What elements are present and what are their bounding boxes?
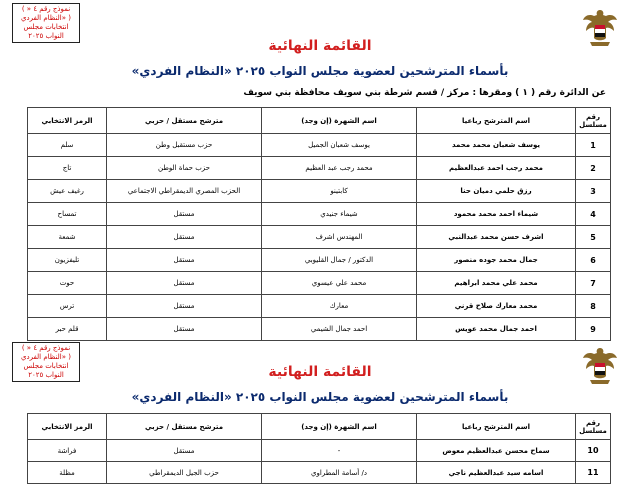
page-subtitle: بأسماء المترشحين لعضوية مجلس النواب ٢٠٢٥ «النظام الفردي»	[131, 64, 509, 78]
cell-fame: المهندس اشرف	[262, 226, 417, 249]
form-number-label: ( نموذج رقم ٤ « النظام الفردي» )	[21, 344, 71, 361]
cell-serial: 3	[576, 180, 611, 203]
cell-serial: 11	[576, 462, 611, 484]
cell-symbol: حوت	[28, 272, 107, 295]
cell-party: حزب مستقبل وطن	[107, 134, 262, 157]
table-row	[28, 462, 611, 484]
cell-party: مستقل	[107, 272, 262, 295]
table-row	[28, 318, 611, 341]
table-row	[28, 226, 611, 249]
cell-symbol: سلم	[28, 134, 107, 157]
cell-party: مستقل	[107, 226, 262, 249]
cell-fame: -	[262, 440, 417, 462]
cell-symbol: تمساح	[28, 203, 107, 226]
page-title: القائمة النهائية	[268, 38, 372, 54]
header-name: اسم المترشح رباعيا	[417, 108, 576, 134]
cell-serial: 5	[576, 226, 611, 249]
cell-symbol: مظلة	[28, 462, 107, 484]
cell-fame: احمد جمال الشيمي	[262, 318, 417, 341]
cell-name: احمد جمال محمد عويس	[417, 318, 576, 341]
table-header-row	[28, 108, 611, 134]
page-title: القائمة النهائية	[268, 364, 372, 380]
cell-fame: الدكتور / جمال القليوبي	[262, 249, 417, 272]
cell-name: سماح محسن عبدالعظيم معوض	[417, 440, 576, 462]
cell-fame: د/ أسامة المطراوي	[262, 462, 417, 484]
cell-fame: كابتينو	[262, 180, 417, 203]
cell-party: الحزب المصري الديمقراطي الاجتماعي	[107, 180, 262, 203]
table-row	[28, 134, 611, 157]
cell-party: مستقل	[107, 249, 262, 272]
document-page-2	[0, 340, 640, 486]
cell-serial: 2	[576, 157, 611, 180]
cell-name: شيماء احمد محمد محمود	[417, 203, 576, 226]
table-row	[28, 157, 611, 180]
header-symbol: الرمز الانتخابي	[28, 414, 107, 440]
cell-serial: 8	[576, 295, 611, 318]
cell-name: يوسف شعبان محمد محمد	[417, 134, 576, 157]
header-symbol: الرمز الانتخابي	[28, 108, 107, 134]
cell-party: حزب الجيل الديمقراطي	[107, 462, 262, 484]
form-number-sublabel: انتخابات مجلس النواب ٢٠٢٥	[23, 23, 69, 40]
cell-symbol: تاج	[28, 157, 107, 180]
cell-party: مستقل	[107, 295, 262, 318]
table-row	[28, 295, 611, 318]
cell-symbol: شمعة	[28, 226, 107, 249]
cell-name: رزق حلمي دميان حنا	[417, 180, 576, 203]
cell-symbol: رغيف عيش	[28, 180, 107, 203]
page-subtitle: بأسماء المترشحين لعضوية مجلس النواب ٢٠٢٥ «النظام الفردي»	[131, 390, 509, 404]
table-row	[28, 249, 611, 272]
cell-party: مستقل	[107, 203, 262, 226]
cell-fame: محمد علي عيسوي	[262, 272, 417, 295]
table-header-row	[28, 414, 611, 440]
cell-fame: محمد رجب عبد العظيم	[262, 157, 417, 180]
table-row	[28, 440, 611, 462]
table-row	[28, 180, 611, 203]
cell-name: اشرف حسن محمد عبدالنبي	[417, 226, 576, 249]
header-fame: اسم الشهرة (إن وجد)	[262, 414, 417, 440]
cell-party: مستقل	[107, 440, 262, 462]
header-serial: رقم مسلسل	[576, 108, 611, 134]
header-fame: اسم الشهرة (إن وجد)	[262, 108, 417, 134]
cell-fame: يوسف شعبان الجميل	[262, 134, 417, 157]
cell-serial: 6	[576, 249, 611, 272]
cell-fame: شيماء جنيدي	[262, 203, 417, 226]
cell-name: اسامه سيد عبدالعظيم ناجي	[417, 462, 576, 484]
cell-serial: 4	[576, 203, 611, 226]
cell-name: محمد علي محمد ابراهيم	[417, 272, 576, 295]
cell-symbol: قلم حبر	[28, 318, 107, 341]
cell-serial: 10	[576, 440, 611, 462]
form-number-box	[12, 3, 80, 43]
cell-fame: معارك	[262, 295, 417, 318]
candidates-table	[27, 107, 611, 341]
cell-serial: 1	[576, 134, 611, 157]
header-party: مترشح مستقل / حزبي	[107, 414, 262, 440]
cell-party: حزب حماة الوطن	[107, 157, 262, 180]
form-number-label: ( نموذج رقم ٤ « النظام الفردي» )	[21, 5, 71, 22]
cell-symbol: فراشة	[28, 440, 107, 462]
candidates-table	[27, 413, 611, 484]
cell-symbol: تليفزيون	[28, 249, 107, 272]
cell-name: جمال محمد جوده منصور	[417, 249, 576, 272]
cell-serial: 9	[576, 318, 611, 341]
table-row	[28, 272, 611, 295]
header-party: مترشح مستقل / حزبي	[107, 108, 262, 134]
table-row	[28, 203, 611, 226]
cell-symbol: ترس	[28, 295, 107, 318]
cell-name: محمد معارك صلاح قرني	[417, 295, 576, 318]
header-name: اسم المترشح رباعيا	[417, 414, 576, 440]
cell-party: مستقل	[107, 318, 262, 341]
header-serial: رقم مسلسل	[576, 414, 611, 440]
cell-serial: 7	[576, 272, 611, 295]
cell-name: محمد رجب احمد عبدالعظيم	[417, 157, 576, 180]
circuit-info: عن الدائرة رقم ( ١ ) ومقرها : مركز / قسم شرطة بني سويف محافظة بني سويف	[243, 88, 606, 98]
form-number-sublabel: انتخابات مجلس النواب ٢٠٢٥	[23, 362, 69, 379]
